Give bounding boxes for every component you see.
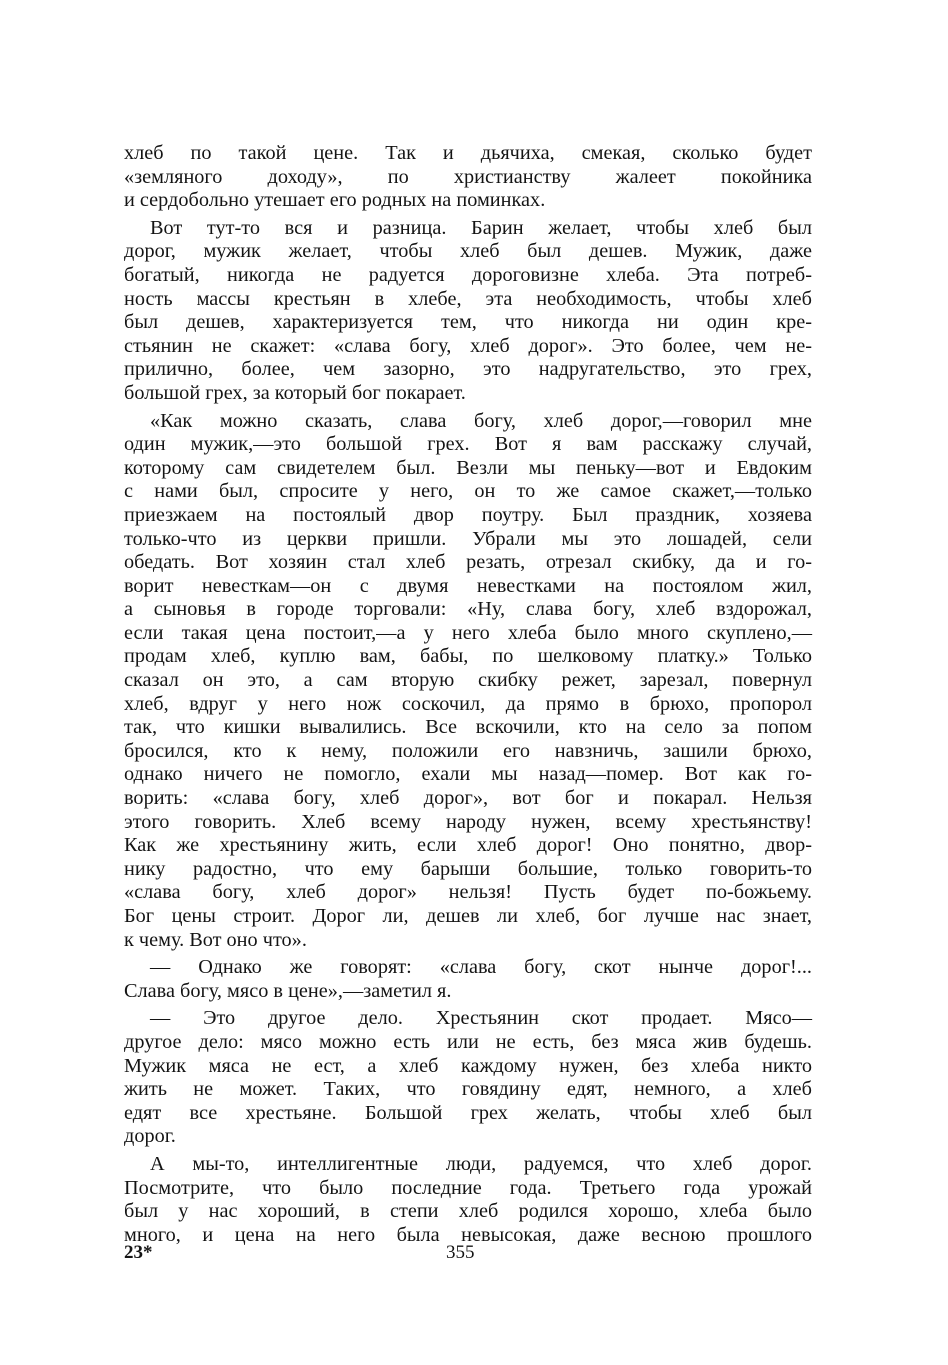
page-footer — [0, 1242, 948, 1268]
text-line: богатый, никогда не радуется дороговизне хлеба. Эта потреб- — [124, 263, 812, 286]
text-line: жить не может. Таких, что говядину едят, немного, а хлеб — [124, 1078, 812, 1101]
text-line: едят все хрестьяне. Большой грех желать, чтобы хлеб был — [124, 1101, 812, 1124]
text-line: много, и цена на него была невысокая, даже весною прошлого — [124, 1223, 812, 1246]
text-line: «слава богу, хлеб дорог» нельзя! Пусть будет по-божьему. — [124, 881, 812, 904]
text-line: этого говорить. Хлеб всему народу нужен, всему хрестьянству! — [124, 810, 812, 833]
text-line: и сердобольно утешает его родных на поминках. — [124, 189, 546, 212]
page-number: 355 — [446, 1242, 475, 1263]
text-line: приезжаем на постоялый двор поутру. Был праздник, хозяева — [124, 503, 812, 526]
text-line: «Как можно сказать, слава богу, хлеб дорог,—говорил мне — [150, 409, 812, 432]
text-line: сказал он это, а сам вторую скибку режет, зарезал, повернул — [124, 669, 812, 692]
text-line: Мужик мяса не ест, а хлеб каждому нужен, без хлеба никто — [124, 1054, 812, 1077]
text-line: Посмотрите, что было последние года. Третьего года урожай — [124, 1176, 812, 1199]
text-line: только-что из церкви пришли. Убрали мы это лошадей, сели — [124, 527, 812, 550]
paragraph — [124, 217, 812, 406]
text-line: так, что кишки вывалились. Все вскочили, кто на село за попом — [124, 716, 812, 739]
paragraph — [124, 142, 812, 213]
text-line: — Однако же говорят: «слава богу, скот нынче дорог!... — [150, 956, 812, 979]
text-line: бросился, кто к нему, положили его навзничь, зашили брюхо, — [124, 739, 812, 762]
text-line: А мы-то, интеллигентные люди, радуемся, что хлеб дорог. — [150, 1152, 812, 1175]
text-line: Вот тут-то вся и разница. Барин желает, чтобы хлеб был — [150, 216, 812, 239]
text-line: другое дело: мясо можно есть или не есть, без мяса жив будешь. — [124, 1030, 812, 1053]
text-line: ворит невесткам—он с двумя невестками на постоялом жил, — [124, 574, 812, 597]
text-line: ность массы крестьян в хлебе, эта необходимость, чтобы хлеб — [124, 287, 812, 310]
text-line: если такая цена постоит,—а у него хлеба было много скуплено,— — [124, 621, 812, 644]
text-line: нику радостно, что ему барыши большие, только говорить-то — [124, 857, 812, 880]
text-line: был у нас хороший, в степи хлеб родился хорошо, хлеба было — [124, 1200, 812, 1223]
signature-mark: 23* — [124, 1242, 153, 1263]
text-line: один мужик,—это большой грех. Вот я вам расскажу случай, — [124, 433, 812, 456]
paragraph — [124, 1007, 812, 1149]
text-line: прилично, более, чем зазорно, это надругательство, это грех, — [124, 358, 812, 381]
text-line: а сыновья в городе торговали: «Ну, слава богу, хлеб вздорожал, — [124, 598, 812, 621]
text-line: стьянин не скажет: «слава богу, хлеб дорог». Это более, чем не- — [124, 334, 812, 357]
text-line: к чему. Вот оно что». — [124, 928, 307, 951]
paragraph — [124, 410, 812, 953]
text-line: продам хлеб, куплю вам, бабы, по шелковому платку.» Только — [124, 645, 812, 668]
text-line: дорог. — [124, 1125, 176, 1148]
text-line: Бог цены строит. Дорог ли, дешев ли хлеб, бог лучше нас знает, — [124, 905, 812, 927]
body-text — [124, 142, 812, 1247]
text-line: — Это другое дело. Хрестьянин скот продает. Мясо— — [150, 1007, 812, 1030]
text-line: дорог, мужик желает, чтобы хлеб был дешев. Мужик, даже — [124, 240, 812, 263]
text-line: хлеб, вдруг у него нож соскочил, да прямо в брюхо, пропорол — [124, 692, 812, 715]
text-line: ворить: «слава богу, хлеб дорог», вот бог и покарал. Нельзя — [124, 787, 812, 810]
text-line: Слава богу, мясо в цене»,—заметил я. — [124, 979, 452, 1002]
text-line: обедать. Вот хозяин стал хлеб резать, отрезал скибку, да и го- — [124, 551, 812, 574]
text-line: был дешев, характеризуется тем, что никогда ни один кре- — [124, 311, 812, 334]
paragraph — [124, 1153, 812, 1247]
text-line: с нами был, спросите у него, он то же самое скажет,—только — [124, 480, 812, 503]
text-line: хлеб по такой цене. Так и дьячиха, смекая, сколько будет — [124, 142, 812, 164]
text-line: большой грех, за который бог покарает. — [124, 381, 466, 404]
text-line: Как же хрестьянину жить, если хлеб дорог! Оно понятно, двор- — [124, 834, 812, 857]
text-line: которому сам свидетелем был. Везли мы пеньку—вот и Евдоким — [124, 456, 812, 479]
text-line: «земляного доходу», по христианству жалеет покойника — [124, 165, 812, 188]
text-line: однако ничего не помогло, ехали мы назад—помер. Вот как го- — [124, 763, 812, 786]
paragraph — [124, 956, 812, 1003]
